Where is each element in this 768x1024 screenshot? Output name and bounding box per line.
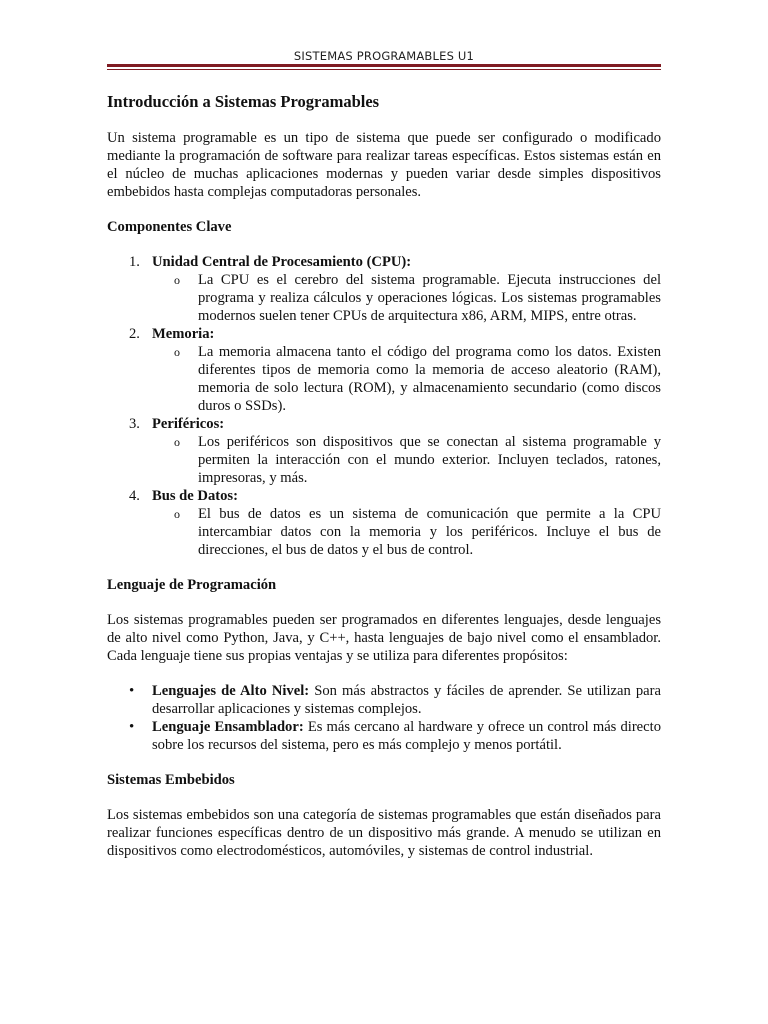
language-term: Lenguajes de Alto Nivel: <box>152 683 310 699</box>
language-list <box>107 682 661 754</box>
components-list <box>107 253 661 559</box>
bullet-icon: • <box>129 683 135 699</box>
header-rule <box>107 64 661 71</box>
component-number: 2. <box>129 326 140 342</box>
components-heading: Componentes Clave <box>107 219 232 235</box>
bullet-icon: • <box>129 719 135 735</box>
component-text: La CPU es el cerebro del sistema programable. Ejecuta instrucciones del programa y realiza cálculos y operaciones lógicas. Los sistemas programables modernos suelen tener CPUs de arquitectura x86, ARM, MIPS, entre otras. <box>198 272 661 324</box>
document-body <box>107 92 661 877</box>
header-rule-thick <box>107 64 661 67</box>
component-description <box>152 343 661 415</box>
hollow-bullet-icon: o <box>174 435 180 449</box>
hollow-bullet-icon: o <box>174 345 180 359</box>
component-number: 1. <box>129 254 140 270</box>
component-number: 4. <box>129 488 140 504</box>
component-item-data-bus <box>107 487 661 559</box>
component-number: 3. <box>129 416 140 432</box>
language-item-assembler <box>107 718 661 754</box>
document-title: Introducción a Sistemas Programables <box>107 92 380 111</box>
embedded-heading: Sistemas Embebidos <box>107 772 235 788</box>
language-item-high-level <box>107 682 661 718</box>
component-item-peripherals <box>107 415 661 487</box>
component-description <box>152 271 661 325</box>
component-description <box>152 505 661 559</box>
component-text: La memoria almacena tanto el código del programa como los datos. Existen diferentes tipos de memoria como la memoria de acceso aleatorio (RAM), memoria de solo lectura (ROM), y almacenamiento secundario (como discos duros o SSDs). <box>198 344 661 414</box>
component-sublist <box>152 433 661 487</box>
intro-paragraph: Un sistema programable es un tipo de sistema que puede ser configurado o modificado mediante la programación de software para realizar tareas específicas. Estos sistemas están en el núcleo de muchas aplicaciones modernas y pueden variar desde simples dispositivos embebidos hasta complejas computadoras personales. <box>107 130 661 200</box>
component-text: Los periféricos son dispositivos que se conectan al sistema programable y permiten la interacción con el mundo exterior. Incluyen teclados, ratones, impresoras, y más. <box>198 434 661 486</box>
component-item-cpu <box>107 253 661 325</box>
running-header: SISTEMAS PROGRAMABLES U1 <box>293 49 475 63</box>
component-title: Bus de Datos: <box>152 488 238 504</box>
language-term: Lenguaje Ensamblador: <box>152 719 304 735</box>
component-item-memory <box>107 325 661 415</box>
component-title: Memoria: <box>152 326 215 342</box>
language-description: Son más abstractos y fáciles de aprender. Se utilizan para desarrollar aplicaciones y sistemas complejos. <box>152 683 661 717</box>
embedded-paragraph: Los sistemas embebidos son una categoría de sistemas programables que están diseñados para realizar funciones específicas dentro de un dispositivo más grande. A menudo se utilizan en dispositivos como electrodomésticos, automóviles, y sistemas de control industrial. <box>107 807 661 859</box>
language-heading: Lenguaje de Programación <box>107 577 277 593</box>
component-title: Unidad Central de Procesamiento (CPU): <box>152 254 412 270</box>
component-sublist <box>152 343 661 415</box>
hollow-bullet-icon: o <box>174 507 180 521</box>
header-rule-thin <box>107 69 661 70</box>
component-description <box>152 433 661 487</box>
language-paragraph: Los sistemas programables pueden ser programados en diferentes lenguajes, desde lenguajes de alto nivel como Python, Java, y C++, hasta lenguajes de bajo nivel como el ensamblador. Cada lenguaje tiene sus propias ventajas y se utiliza para diferentes propósitos: <box>107 612 661 664</box>
component-sublist <box>152 505 661 559</box>
language-description: Es más cercano al hardware y ofrece un control más directo sobre los recursos del sistema, pero es más complejo y menos portátil. <box>152 719 661 753</box>
hollow-bullet-icon: o <box>174 273 180 287</box>
component-sublist <box>152 271 661 325</box>
component-text: El bus de datos es un sistema de comunicación que permite a la CPU intercambiar datos con la memoria y los periféricos. Incluye el bus de direcciones, el bus de datos y el bus de control. <box>198 506 661 558</box>
component-title: Periféricos: <box>152 416 225 432</box>
